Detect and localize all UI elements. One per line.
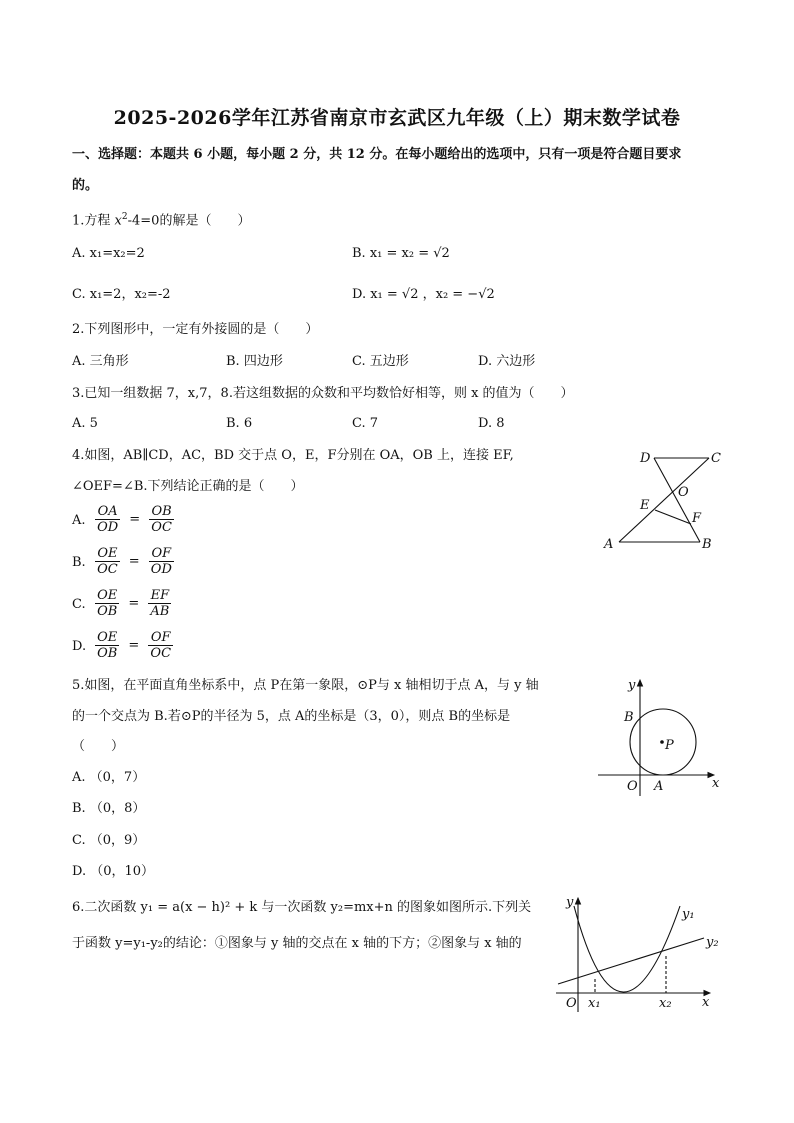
q2-option-b[interactable]: B. 四边形 xyxy=(226,354,283,369)
label-d: D xyxy=(640,451,651,466)
frac-numerator: OE xyxy=(95,588,119,604)
q1-option-b[interactable]: B. x₁ = x₂ = √2 xyxy=(352,246,450,261)
q1-option-a[interactable]: A. x₁=x₂=2 xyxy=(72,246,145,261)
label-y1: y₁ xyxy=(682,907,695,922)
q5-option-b[interactable]: B. （0，8） xyxy=(72,801,146,816)
segment-ca xyxy=(619,458,709,542)
q3-option-a[interactable]: A. 5 xyxy=(72,416,98,431)
label-e: E xyxy=(640,498,650,513)
frac-numerator: OE xyxy=(95,546,120,562)
label-y: y xyxy=(566,895,574,910)
frac-denominator: AB xyxy=(150,604,170,619)
frac-denominator: OC xyxy=(150,646,172,661)
q5-option-a[interactable]: A. （0，7） xyxy=(72,770,146,785)
frac-numerator: OF xyxy=(148,630,173,646)
q1-stem-prefix: 1.方程 xyxy=(72,213,115,229)
q4-option-b-letter: B. xyxy=(72,555,86,570)
equals-sign: = xyxy=(128,638,140,653)
q4-c-right-fraction xyxy=(148,588,171,619)
frac-denominator: OB xyxy=(97,604,118,619)
frac-denominator: OC xyxy=(97,562,118,577)
q4-d-right-fraction xyxy=(148,630,173,661)
equals-sign: = xyxy=(129,512,141,527)
q1-stem-suffix: -4=0的解是（ ） xyxy=(127,213,251,229)
label-y: y xyxy=(628,678,636,693)
q4-option-c-letter: C. xyxy=(72,597,86,612)
label-x: x xyxy=(702,995,710,1010)
line-y2 xyxy=(558,938,704,984)
q4-option-d[interactable] xyxy=(72,630,173,661)
question-6-stem-line2: 于函数 y=y₁-y₂的结论：①图象与 y 轴的交点在 x 轴的下方；②图象与 x 轴的 xyxy=(72,936,522,951)
label-x1: x₁ xyxy=(588,996,601,1011)
label-c: C xyxy=(711,451,721,466)
q4-option-a-letter: A. xyxy=(72,513,86,528)
frac-denominator: OB xyxy=(97,646,118,661)
label-y2: y₂ xyxy=(706,935,719,950)
question-1-stem xyxy=(72,208,250,230)
frac-denominator: OC xyxy=(151,520,172,535)
question-6-stem-line1: 6.二次函数 y₁ = a(x − h)² + k 与一次函数 y₂=mx+n 的图象如图所示.下列关 xyxy=(72,900,532,915)
label-o: O xyxy=(566,996,577,1011)
question-5-stem-line2: 的一个交点为 B.若⊙P的半径为 5，点 A的坐标是（3，0），则点 B的坐标是 xyxy=(72,709,511,724)
parabola-y1 xyxy=(574,906,680,992)
segment-ef xyxy=(655,510,691,524)
q1-stem-var: x xyxy=(114,213,122,229)
q4-a-left-fraction xyxy=(95,504,120,535)
q5-option-d[interactable]: D. （0，10） xyxy=(72,864,155,879)
q3-option-b[interactable]: B. 6 xyxy=(226,416,253,431)
label-x: x xyxy=(712,776,720,791)
label-o: O xyxy=(678,485,689,500)
equals-sign: = xyxy=(128,596,140,611)
q6-figure xyxy=(552,892,728,1016)
q5-option-c[interactable]: C. （0，9） xyxy=(72,833,146,848)
q1-option-d[interactable]: D. x₁ = √2 ，x₂ = −√2 xyxy=(352,287,495,302)
q4-d-left-fraction xyxy=(95,630,119,661)
q2-option-c[interactable]: C. 五边形 xyxy=(352,354,409,369)
frac-numerator: OB xyxy=(149,504,174,520)
q4-option-b[interactable] xyxy=(72,546,174,577)
label-p: P xyxy=(665,738,674,753)
question-2-stem: 2.下列图形中，一定有外接圆的是（ ） xyxy=(72,322,319,337)
q2-option-a[interactable]: A. 三角形 xyxy=(72,354,129,369)
q5-figure xyxy=(590,672,724,798)
question-4-stem-line2: ∠OEF=∠B.下列结论正确的是（ ） xyxy=(72,479,304,494)
section-heading-line2: 的。 xyxy=(72,178,99,193)
q4-c-left-fraction xyxy=(95,588,119,619)
equals-sign: = xyxy=(128,554,140,569)
label-b: B xyxy=(624,710,634,725)
q2-option-d[interactable]: D. 六边形 xyxy=(478,354,536,369)
segment-db xyxy=(654,458,700,542)
label-f: F xyxy=(692,511,702,526)
frac-numerator: OA xyxy=(95,504,120,520)
question-4-stem-line1: 4.如图，AB∥CD，AC，BD 交于点 O，E，F分别在 OA，OB 上，连接 EF, xyxy=(72,448,514,463)
q4-figure xyxy=(596,444,730,552)
frac-numerator: OF xyxy=(149,546,174,562)
q4-option-a[interactable] xyxy=(72,504,174,535)
frac-denominator: OD xyxy=(150,562,172,577)
label-b: B xyxy=(702,537,712,552)
frac-numerator: EF xyxy=(148,588,171,604)
q4-b-right-fraction xyxy=(149,546,174,577)
frac-numerator: OE xyxy=(95,630,119,646)
label-a: A xyxy=(654,779,664,794)
question-5-stem-line3: （ ） xyxy=(72,739,125,754)
q3-option-c[interactable]: C. 7 xyxy=(352,416,379,431)
q3-option-d[interactable]: D. 8 xyxy=(478,416,505,431)
q4-a-right-fraction xyxy=(149,504,174,535)
q4-option-c[interactable] xyxy=(72,588,171,619)
question-3-stem: 3.已知一组数据 7，x,7，8.若这组数据的众数和平均数恰好相等，则 x 的值为（ ） xyxy=(72,386,574,401)
q1-stem-sup: 2 xyxy=(121,212,128,222)
label-x2: x₂ xyxy=(659,996,672,1011)
q1-option-c[interactable]: C. x₁=2，x₂=-2 xyxy=(72,287,171,302)
label-o: O xyxy=(627,779,638,794)
question-5-stem-line1: 5.如图，在平面直角坐标系中，点 P在第一象限，⊙P与 x 轴相切于点 A，与 y 轴 xyxy=(72,678,539,693)
q4-option-d-letter: D. xyxy=(72,639,87,654)
section-heading-line1: 一、选择题：本题共 6 小题，每小题 2 分，共 12 分。在每小题给出的选项中，只有一项是符合题目要求 xyxy=(72,147,682,162)
point-p xyxy=(660,740,664,744)
q4-b-left-fraction xyxy=(95,546,120,577)
page-title: 2025-2026学年江苏省南京市玄武区九年级（上）期末数学试卷 xyxy=(113,107,681,129)
frac-denominator: OD xyxy=(97,520,119,535)
label-a: A xyxy=(604,537,614,552)
